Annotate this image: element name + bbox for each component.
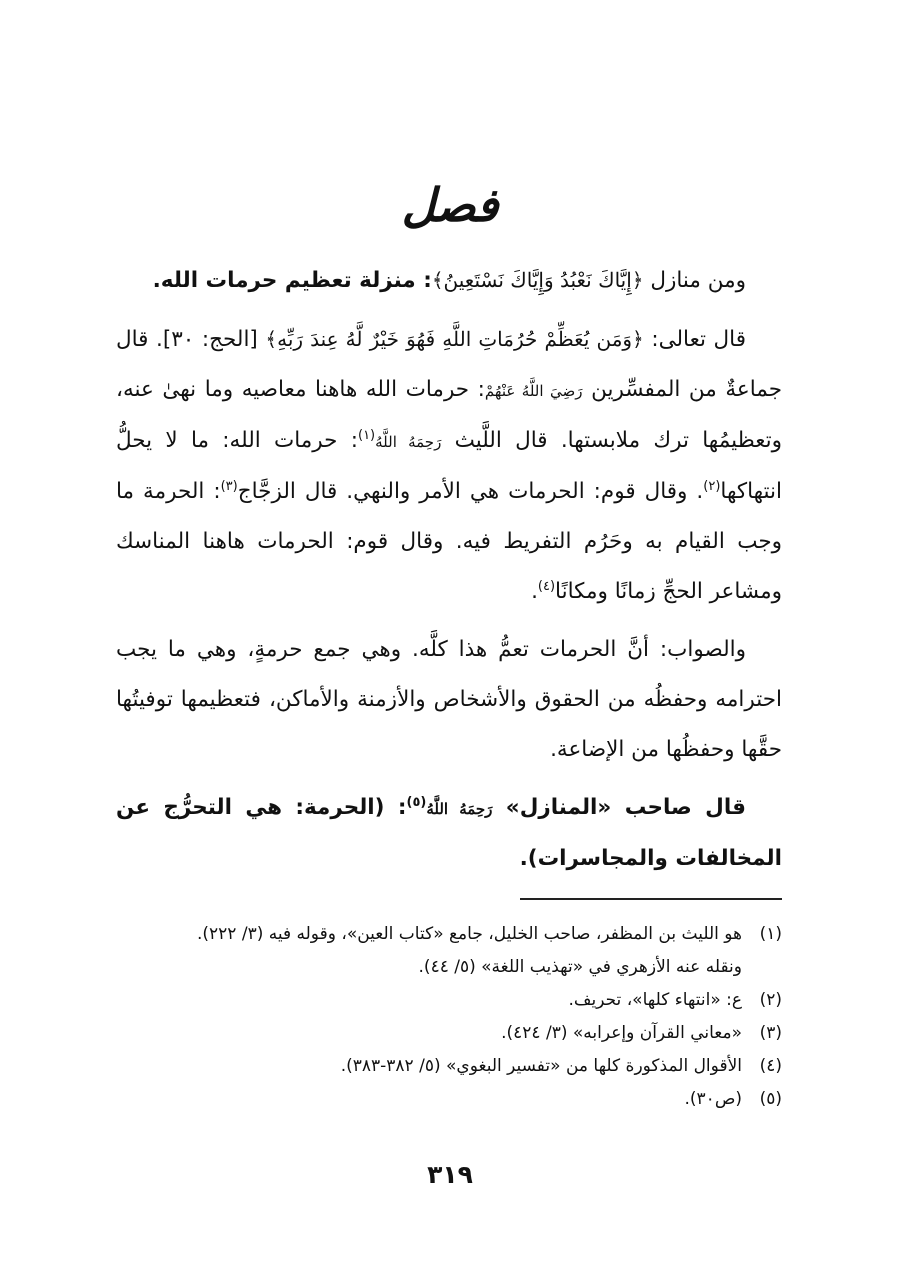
footnote-2 xyxy=(116,984,782,1017)
honorific: رَحِمَهُ اللَّهُ xyxy=(375,433,442,451)
text-run: . xyxy=(531,579,538,604)
footnotes xyxy=(116,918,782,1116)
text-run: : حرمات الله هاهنا معاصيه وما نهىٰ عنه، وتعظيمُها ترك ملابستها. قال اللَّيث xyxy=(116,377,782,453)
text-run: [الحج: ٣٠]. قال جماعةٌ من المفسِّرين xyxy=(116,327,783,402)
footnote-separator xyxy=(520,898,782,900)
text-run: قال تعالى: xyxy=(643,327,746,352)
footnote-text: «معاني القرآن وإعرابه» (٣/ ٤٢٤). xyxy=(501,1023,742,1043)
quran-verse: ﴿إِيَّاكَ نَعْبُدُ وَإِيَّاكَ نَسْتَعِينُ﴾ xyxy=(431,268,644,292)
footnote-number: (٤) xyxy=(759,1056,782,1076)
footnote-text: (ص٣٠). xyxy=(684,1089,742,1109)
honorific: رَضِيَ اللَّهُ عَنْهُمْ xyxy=(484,382,583,400)
paragraph-1 xyxy=(116,255,782,306)
paragraph-4 xyxy=(116,783,782,884)
text-run: ومن منازل xyxy=(643,268,746,293)
text-run: قال صاحب «المنازل» xyxy=(492,795,746,820)
footnote-4 xyxy=(116,1050,782,1083)
text-run: والصواب: أنَّ الحرمات تعمُّ هذا كلَّه. وهي جمع حرمةٍ، وهي ما يجب احترامه وحفظُه من الحقوق والأشخاص والأزمنة والأماكن، فتعظيمها توفيتُها حقَّها وحفظُها من الإضاعة. xyxy=(116,637,782,762)
footnote-ref-4[interactable]: (٤) xyxy=(537,579,556,594)
text-run: : حرمات الله: ما لا يحلُّ انتهاكها xyxy=(116,428,782,504)
paragraph-3 xyxy=(116,625,782,775)
footnote-5 xyxy=(116,1083,782,1116)
footnote-number: (٢) xyxy=(759,990,782,1010)
footnote-continuation: ونقله عنه الأزهري في «تهذيب اللغة» (٥/ ٤٤). xyxy=(418,957,742,977)
paragraph-2 xyxy=(116,314,782,617)
footnote-ref-1[interactable]: (١) xyxy=(357,428,376,443)
page-number: ٣١٩ xyxy=(427,1160,473,1189)
text-run: : الحرمة ما وجب القيام به وحَرُم التفريط فيه. وقال قوم: الحرمات هاهنا المناسك ومشاعر الحجِّ زمانًا ومكانًا xyxy=(116,479,782,604)
footnote-ref-2[interactable]: (٢) xyxy=(703,479,721,494)
section-heading: فصل xyxy=(401,178,499,232)
footnote-text: ع: «انتهاء كلها»، تحريف. xyxy=(568,990,742,1010)
footnote-number: (٣) xyxy=(759,1023,782,1043)
footnote-text: الأقوال المذكورة كلها من «تفسير البغوي» (٥/ ٣٨٢-٣٨٣). xyxy=(340,1056,742,1076)
footnote-number: (١) xyxy=(759,924,782,944)
text-run: : (الحرمة: هي التحرُّج عن المخالفات والمجاسرات). xyxy=(116,795,782,871)
footnote-number: (٥) xyxy=(759,1089,782,1109)
footnote-ref-3[interactable]: (٣) xyxy=(220,479,238,494)
footnote-3 xyxy=(116,1017,782,1050)
text-run: . وقال قوم: الحرمات هي الأمر والنهي. قال الزجَّاج xyxy=(237,479,704,504)
footnote-1 xyxy=(116,918,782,984)
text-run-bold: : منزلة تعظيم حرمات الله. xyxy=(152,268,432,293)
main-text xyxy=(116,255,782,884)
footnote-text: هو الليث بن المظفر، صاحب الخليل، جامع «كتاب العين»، وقوله فيه (٣/ ٢٢٢). xyxy=(196,924,742,944)
footnote-ref-5[interactable]: (٥) xyxy=(406,795,427,810)
quran-verse: ﴿وَمَن يُعَظِّمْ حُرُمَاتِ اللَّهِ فَهُوَ خَيْرٌ لَّهُ عِندَ رَبِّهِ﴾ xyxy=(265,327,644,351)
honorific: رَحِمَهُ اللَّهُ xyxy=(426,800,493,818)
